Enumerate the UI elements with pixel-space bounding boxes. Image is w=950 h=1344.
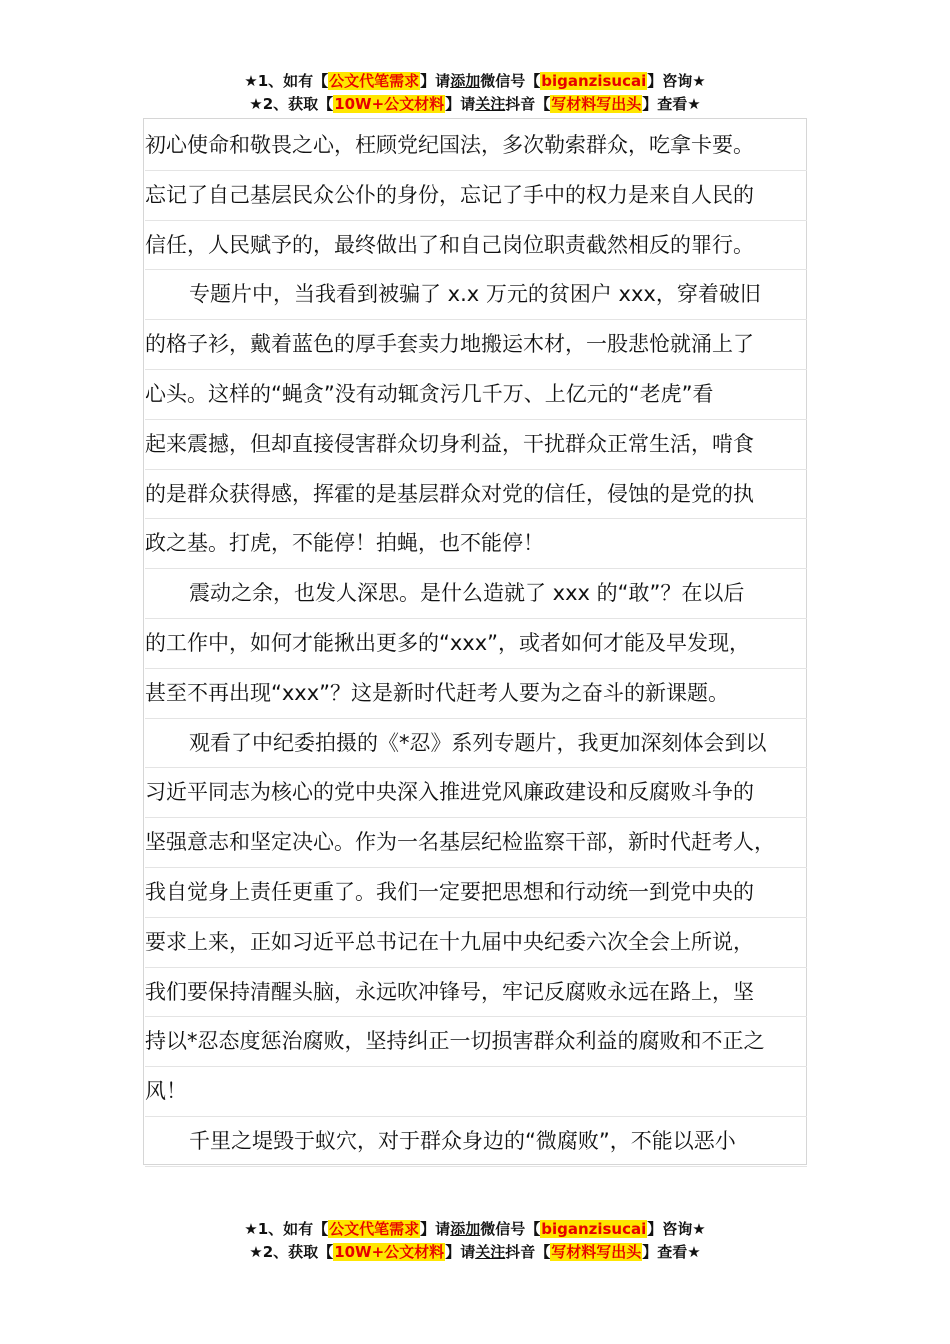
banner-text: 】请: [420, 72, 451, 90]
banner-line-2: [0, 93, 950, 116]
banner-highlight: 写材料写出头: [551, 95, 642, 113]
banner-text: 微信号【: [480, 72, 541, 90]
banner-text: 微信号【: [480, 1220, 541, 1238]
banner-underline: 添加: [450, 72, 481, 90]
body-line: 风！: [145, 1067, 807, 1117]
body-line: 千里之堤毁于蚁穴，对于群众身边的“微腐败”，不能以恶小: [145, 1117, 807, 1167]
banner-highlight: 10W+公文材料: [334, 95, 445, 113]
body-line: 的是群众获得感，挥霍的是基层群众对党的信任，侵蚀的是党的执: [145, 470, 807, 520]
banner-line-1: [0, 1218, 950, 1241]
banner-text: 抖音【: [505, 1243, 551, 1261]
body-line: 要求上来，正如习近平总书记在十九届中央纪委六次全会上所说，: [145, 918, 807, 968]
bottom-banner: [0, 1218, 950, 1264]
banner-text: 】请: [445, 95, 476, 113]
banner-underline: 关注: [475, 95, 506, 113]
banner-text: ★1、如有【: [244, 1220, 329, 1238]
banner-highlight: biganzisucai: [541, 1220, 647, 1238]
body-line: 震动之余，也发人深思。是什么造就了 xxx 的“敢”？在以后: [145, 569, 807, 619]
banner-text: ★2、获取【: [249, 1243, 334, 1261]
body-line: 的工作中，如何才能揪出更多的“xxx”，或者如何才能及早发现，: [145, 619, 807, 669]
banner-line-1: [0, 70, 950, 93]
banner-text: ★2、获取【: [249, 95, 334, 113]
banner-highlight: 公文代笔需求: [329, 1220, 420, 1238]
banner-underline: 添加: [450, 1220, 481, 1238]
banner-highlight: 10W+公文材料: [334, 1243, 445, 1261]
banner-underline: 关注: [475, 1243, 506, 1261]
banner-text: ★1、如有【: [244, 72, 329, 90]
banner-highlight: 公文代笔需求: [329, 72, 420, 90]
banner-line-2: [0, 1241, 950, 1264]
banner-text: 】查看★: [642, 95, 701, 113]
body-line: 信任，人民赋予的，最终做出了和自己岗位职责截然相反的罪行。: [145, 221, 807, 271]
banner-highlight: 写材料写出头: [551, 1243, 642, 1261]
banner-text: 】请: [420, 1220, 451, 1238]
body-line: 甚至不再出现“xxx”？这是新时代赶考人要为之奋斗的新课题。: [145, 669, 807, 719]
body-line: 初心使命和敬畏之心，枉顾党纪国法，多次勒索群众，吃拿卡要。: [145, 121, 807, 171]
banner-text: 抖音【: [505, 95, 551, 113]
body-line: 起来震撼，但却直接侵害群众切身利益，干扰群众正常生活，啃食: [145, 420, 807, 470]
banner-text: 】请: [445, 1243, 476, 1261]
body-line: 忘记了自己基层民众公仆的身份，忘记了手中的权力是来自人民的: [145, 171, 807, 221]
body-line: 的格子衫，戴着蓝色的厚手套卖力地搬运木材，一股悲怆就涌上了: [145, 320, 807, 370]
body-line: 我自觉身上责任更重了。我们一定要把思想和行动统一到党中央的: [145, 868, 807, 918]
body-line: 习近平同志为核心的党中央深入推进党风廉政建设和反腐败斗争的: [145, 768, 807, 818]
banner-text: 】查看★: [642, 1243, 701, 1261]
banner-highlight: biganzisucai: [541, 72, 647, 90]
document-body: [145, 121, 807, 1167]
body-line: 我们要保持清醒头脑，永远吹冲锋号，牢记反腐败永远在路上，坚: [145, 968, 807, 1018]
body-line: 坚强意志和坚定决心。作为一名基层纪检监察干部，新时代赶考人，: [145, 818, 807, 868]
top-banner: [0, 70, 950, 116]
banner-text: 】咨询★: [647, 72, 706, 90]
body-line: 心头。这样的“蝇贪”没有动辄贪污几千万、上亿元的“老虎”看: [145, 370, 807, 420]
body-line: 持以*忍态度惩治腐败，坚持纠正一切损害群众利益的腐败和不正之: [145, 1017, 807, 1067]
body-line: 观看了中纪委拍摄的《*忍》系列专题片，我更加深刻体会到以: [145, 719, 807, 769]
banner-text: 】咨询★: [647, 1220, 706, 1238]
body-line: 专题片中，当我看到被骗了 x.x 万元的贫困户 xxx，穿着破旧: [145, 270, 807, 320]
body-line: 政之基。打虎，不能停！拍蝇，也不能停！: [145, 519, 807, 569]
